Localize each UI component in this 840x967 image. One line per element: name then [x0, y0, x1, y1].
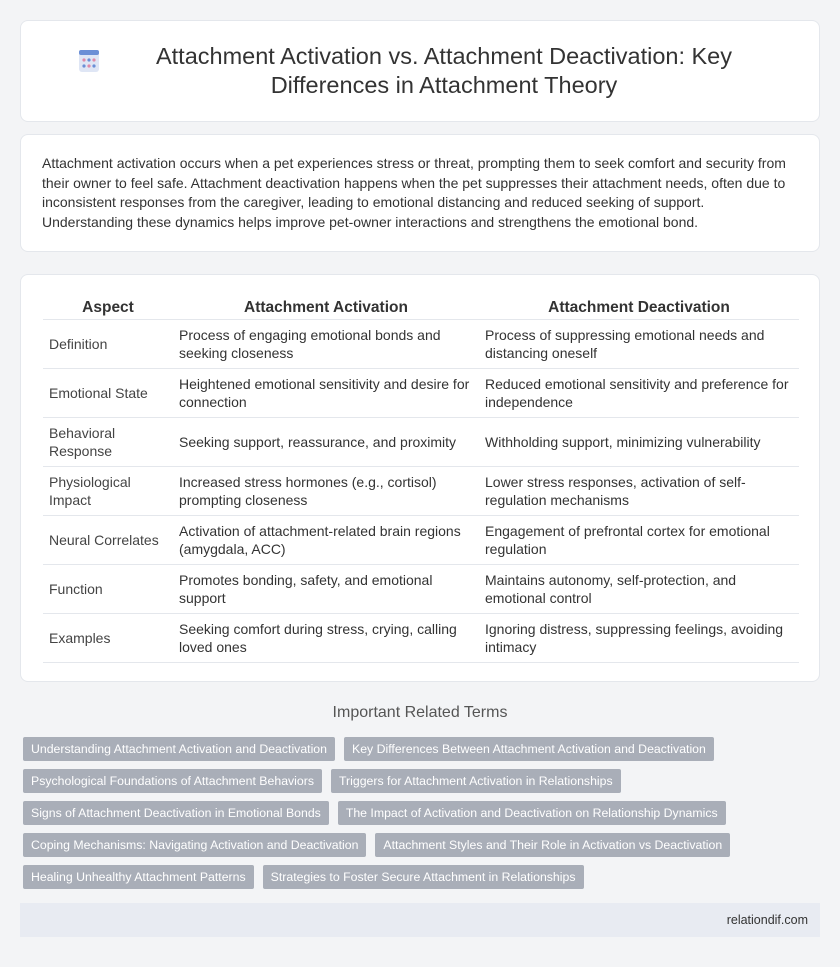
tag-row — [23, 769, 823, 793]
column-header-deactivation: Attachment Deactivation — [479, 295, 799, 320]
tag-row — [23, 801, 823, 825]
table-header-row — [43, 295, 799, 320]
row-aspect: Examples — [43, 614, 173, 663]
row-activation: Heightened emotional sensitivity and desire for connection — [173, 369, 479, 418]
related-term-link[interactable]: Signs of Attachment Deactivation in Emotional Bonds — [23, 801, 329, 825]
table-row — [43, 467, 799, 516]
header-card — [20, 20, 820, 122]
comparison-table-card — [20, 274, 820, 682]
column-header-activation: Attachment Activation — [173, 295, 479, 320]
related-term-link[interactable]: Coping Mechanisms: Navigating Activation and Deactivation — [23, 833, 366, 857]
row-activation: Seeking comfort during stress, crying, calling loved ones — [173, 614, 479, 663]
row-activation: Activation of attachment-related brain regions (amygdala, ACC) — [173, 516, 479, 565]
row-activation: Increased stress hormones (e.g., cortisol) prompting closeness — [173, 467, 479, 516]
document-grid-icon — [76, 48, 102, 74]
intro-paragraph: Attachment activation occurs when a pet experiences stress or threat, prompting them to seek comfort and security from their owner to feel safe. Attachment deactivation happens when the pet suppresses their attachment needs, often due to inconsistent responses from the caregiver, leading to emotional distancing and reduced seeking of support. Understanding these dynamics helps improve pet-owner interactions and strengthens the emotional bond. — [42, 155, 786, 230]
footer — [20, 903, 820, 937]
table-row — [43, 565, 799, 614]
row-aspect: Function — [43, 565, 173, 614]
row-aspect: Behavioral Response — [43, 418, 173, 467]
row-deactivation: Process of suppressing emotional needs and distancing oneself — [479, 320, 799, 369]
row-activation: Process of engaging emotional bonds and seeking closeness — [173, 320, 479, 369]
table-row — [43, 516, 799, 565]
row-deactivation: Maintains autonomy, self-protection, and emotional control — [479, 565, 799, 614]
related-term-link[interactable]: Psychological Foundations of Attachment Behaviors — [23, 769, 322, 793]
related-term-link[interactable]: Key Differences Between Attachment Activation and Deactivation — [344, 737, 714, 761]
related-term-link[interactable]: Attachment Styles and Their Role in Activation vs Deactivation — [375, 833, 730, 857]
tag-row — [23, 865, 823, 889]
related-terms-list — [23, 737, 823, 897]
table-row — [43, 320, 799, 369]
row-deactivation: Reduced emotional sensitivity and preference for independence — [479, 369, 799, 418]
row-aspect: Neural Correlates — [43, 516, 173, 565]
row-aspect: Emotional State — [43, 369, 173, 418]
intro-card — [20, 134, 820, 252]
row-activation: Promotes bonding, safety, and emotional support — [173, 565, 479, 614]
related-term-link[interactable]: Healing Unhealthy Attachment Patterns — [23, 865, 254, 889]
comparison-table — [43, 295, 799, 663]
related-term-link[interactable]: The Impact of Activation and Deactivation on Relationship Dynamics — [338, 801, 726, 825]
table-row — [43, 418, 799, 467]
row-deactivation: Ignoring distress, suppressing feelings, avoiding intimacy — [479, 614, 799, 663]
row-deactivation: Withholding support, minimizing vulnerability — [479, 418, 799, 467]
related-term-link[interactable]: Understanding Attachment Activation and Deactivation — [23, 737, 335, 761]
row-aspect: Physiological Impact — [43, 467, 173, 516]
row-aspect: Definition — [43, 320, 173, 369]
related-term-link[interactable]: Strategies to Foster Secure Attachment in Relationships — [263, 865, 584, 889]
row-deactivation: Engagement of prefrontal cortex for emotional regulation — [479, 516, 799, 565]
column-header-aspect: Aspect — [43, 295, 173, 320]
related-terms-heading: Important Related Terms — [332, 704, 508, 721]
footer-site-link[interactable]: relationdif.com — [726, 913, 808, 927]
tag-row — [23, 737, 823, 761]
row-deactivation: Lower stress responses, activation of self-regulation mechanisms — [479, 467, 799, 516]
related-term-link[interactable]: Triggers for Attachment Activation in Relationships — [331, 769, 621, 793]
page-title: Attachment Activation vs. Attachment Deactivation: Key Differences in Attachment Theory — [155, 43, 733, 98]
tag-row — [23, 833, 823, 857]
row-activation: Seeking support, reassurance, and proximity — [173, 418, 479, 467]
table-row — [43, 369, 799, 418]
table-row — [43, 614, 799, 663]
